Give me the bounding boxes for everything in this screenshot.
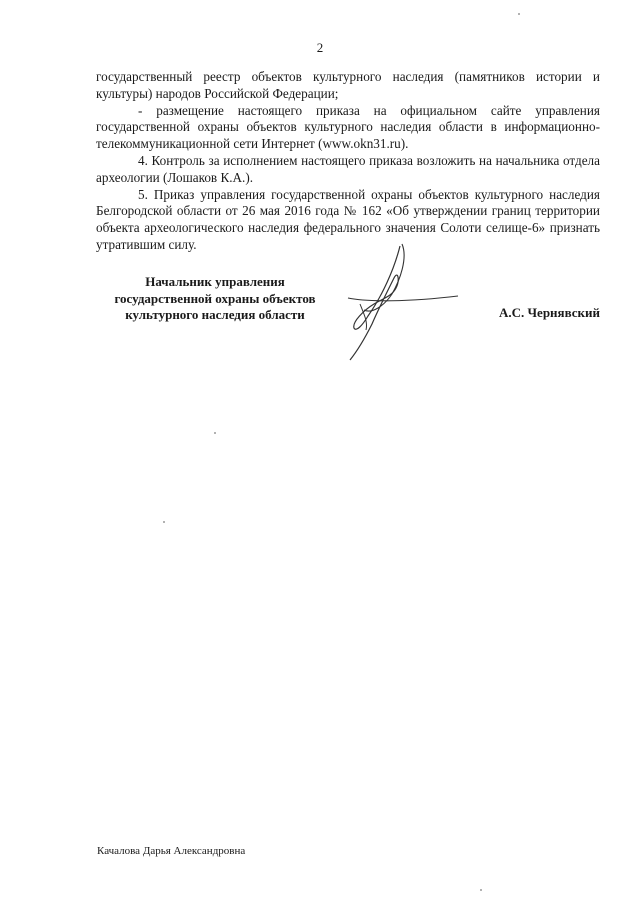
signatory-title-line: культурного наследия области bbox=[125, 307, 305, 322]
scan-speck bbox=[163, 521, 165, 523]
scan-speck bbox=[480, 889, 482, 891]
executor-name: Качалова Дарья Александровна bbox=[97, 845, 246, 857]
signatory-title-line: государственной охраны объектов bbox=[114, 290, 316, 306]
paragraph-registry: государственный реестр объектов культурного наследия (памятников истории и культуры) народов Российской Федерации; bbox=[96, 69, 600, 101]
page-number: 2 bbox=[316, 40, 324, 55]
scan-speck bbox=[518, 13, 520, 15]
handwritten-signature bbox=[338, 240, 468, 365]
signatory-title bbox=[100, 274, 330, 324]
document-body bbox=[96, 69, 600, 254]
paragraph-publication: - размещение настоящего приказа на официальном сайте управления государственной охраны объектов культурного наследия области в информационно-телекоммуникационной сети Интернет (www.okn31.ru). bbox=[96, 102, 600, 152]
paragraph-control: 4. Контроль за исполнением настоящего приказа возложить на начальника отдела археологии (Лошаков К.А.). bbox=[96, 152, 600, 185]
signatory-title-line: Начальник управления bbox=[145, 274, 285, 289]
signer-name: А.С. Чернявский bbox=[498, 305, 600, 320]
scan-speck bbox=[214, 432, 216, 434]
paragraph-repeal: 5. Приказ управления государственной охраны объектов культурного наследия Белгородской области от 26 мая 2016 года № 162 «Об утверждении границ территории объекта археологического наследия федерального значения Солоти селище-6» признать утратившим силу. bbox=[96, 186, 600, 252]
